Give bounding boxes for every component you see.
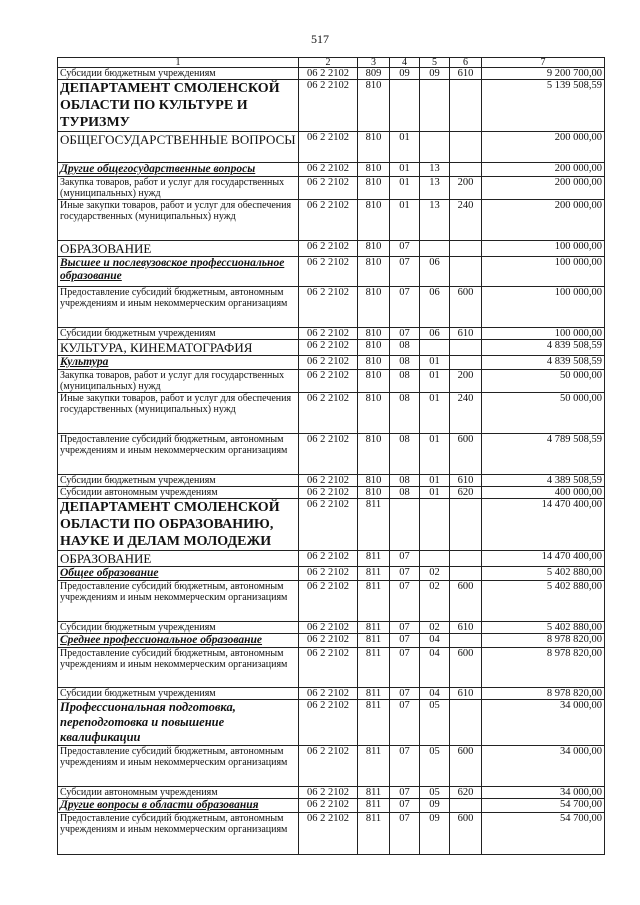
table-row [58,241,605,257]
item-name-cell: КУЛЬТУРА, КИНЕМАТОГРАФИЯ [58,340,299,356]
table-row [58,813,605,855]
amount-cell: 34 000,00 [482,746,605,787]
item-name-cell: Предоставление субсидий бюджетным, автономным учреждениям и иным некоммерческим организациям [58,287,299,328]
ministry-cell: 811 [358,787,390,799]
ministry-cell: 810 [358,487,390,499]
amount-cell: 5 139 508,59 [482,80,605,132]
expense-type-cell: 610 [450,328,482,340]
amount-cell: 4 389 508,59 [482,475,605,487]
subsection-cell [420,499,450,551]
target-article-cell: 06 2 2102 [299,700,358,746]
amount-cell: 14 470 400,00 [482,499,605,551]
ministry-cell: 811 [358,746,390,787]
target-article-cell: 06 2 2102 [299,356,358,370]
subsection-cell: 04 [420,634,450,648]
section-cell: 09 [390,68,420,80]
column-number: 1 [58,58,299,68]
table-row [58,551,605,567]
table-row [58,200,605,241]
column-number: 6 [450,58,482,68]
expense-type-cell [450,340,482,356]
subsection-cell [420,80,450,132]
ministry-cell: 810 [358,200,390,241]
item-name-cell: Субсидии бюджетным учреждениям [58,328,299,340]
page-number: 517 [311,32,329,46]
item-name-cell: Культура [58,356,299,370]
target-article-cell: 06 2 2102 [299,475,358,487]
item-name-cell: Предоставление субсидий бюджетным, автономным учреждениям и иным некоммерческим организациям [58,581,299,622]
target-article-cell: 06 2 2102 [299,813,358,855]
table-row [58,700,605,746]
item-name-cell: ОБРАЗОВАНИЕ [58,241,299,257]
ministry-cell: 810 [358,370,390,393]
budget-table [57,57,605,855]
amount-cell: 4 839 508,59 [482,356,605,370]
expense-type-cell [450,799,482,813]
amount-cell: 54 700,00 [482,799,605,813]
ministry-cell: 810 [358,80,390,132]
expense-type-cell [450,241,482,257]
expense-type-cell: 610 [450,622,482,634]
ministry-cell: 811 [358,648,390,688]
expense-type-cell: 620 [450,487,482,499]
item-name-cell: Субсидии бюджетным учреждениям [58,622,299,634]
table-row [58,328,605,340]
target-article-cell: 06 2 2102 [299,567,358,581]
section-cell: 07 [390,567,420,581]
subsection-cell [420,340,450,356]
amount-cell: 100 000,00 [482,287,605,328]
column-number: 5 [420,58,450,68]
section-cell: 07 [390,688,420,700]
subsection-cell: 09 [420,799,450,813]
item-name-cell: Закупка товаров, работ и услуг для государственных (муниципальных) нужд [58,177,299,200]
ministry-cell: 810 [358,257,390,287]
section-cell: 08 [390,434,420,475]
expense-type-cell [450,163,482,177]
ministry-cell: 810 [358,393,390,434]
ministry-cell: 811 [358,622,390,634]
expense-type-cell: 600 [450,287,482,328]
amount-cell: 8 978 820,00 [482,688,605,700]
expense-type-cell: 200 [450,177,482,200]
amount-cell: 200 000,00 [482,200,605,241]
section-cell [390,80,420,132]
ministry-cell: 810 [358,241,390,257]
subsection-cell: 01 [420,356,450,370]
section-cell: 07 [390,257,420,287]
ministry-cell: 811 [358,499,390,551]
amount-cell: 50 000,00 [482,393,605,434]
amount-cell: 34 000,00 [482,700,605,746]
ministry-cell: 810 [358,340,390,356]
subsection-cell: 06 [420,328,450,340]
table-row [58,370,605,393]
target-article-cell: 06 2 2102 [299,393,358,434]
table-row [58,787,605,799]
target-article-cell: 06 2 2102 [299,370,358,393]
subsection-cell: 02 [420,581,450,622]
ministry-cell: 810 [358,356,390,370]
expense-type-cell [450,634,482,648]
table-row [58,499,605,551]
target-article-cell: 06 2 2102 [299,177,358,200]
target-article-cell: 06 2 2102 [299,80,358,132]
section-cell: 08 [390,356,420,370]
amount-cell: 200 000,00 [482,163,605,177]
section-cell: 07 [390,634,420,648]
table-row [58,80,605,132]
expense-type-cell [450,356,482,370]
table-row [58,622,605,634]
item-name-cell: Иные закупки товаров, работ и услуг для обеспечения государственных (муниципальных) нужд [58,393,299,434]
amount-cell: 4 839 508,59 [482,340,605,356]
amount-cell: 8 978 820,00 [482,634,605,648]
table-row [58,132,605,163]
table-row [58,487,605,499]
target-article-cell: 06 2 2102 [299,257,358,287]
table-row [58,68,605,80]
item-name-cell: Предоставление субсидий бюджетным, автономным учреждениям и иным некоммерческим организациям [58,434,299,475]
amount-cell: 100 000,00 [482,241,605,257]
target-article-cell: 06 2 2102 [299,648,358,688]
section-cell [390,499,420,551]
column-number-row [58,58,605,68]
item-name-cell: Предоставление субсидий бюджетным, автономным учреждениям и иным некоммерческим организациям [58,746,299,787]
expense-type-cell [450,499,482,551]
ministry-cell: 810 [358,475,390,487]
ministry-cell: 811 [358,581,390,622]
section-cell: 01 [390,163,420,177]
expense-type-cell [450,132,482,163]
column-number: 2 [299,58,358,68]
amount-cell: 400 000,00 [482,487,605,499]
target-article-cell: 06 2 2102 [299,163,358,177]
expense-type-cell [450,700,482,746]
item-name-cell: ДЕПАРТАМЕНТ СМОЛЕНСКОЙ ОБЛАСТИ ПО КУЛЬТУРЕ И ТУРИЗМУ [58,80,299,132]
table-row [58,287,605,328]
ministry-cell: 810 [358,163,390,177]
ministry-cell: 811 [358,700,390,746]
expense-type-cell [450,257,482,287]
table-row [58,746,605,787]
expense-type-cell: 600 [450,434,482,475]
section-cell: 07 [390,551,420,567]
expense-type-cell: 200 [450,370,482,393]
section-cell: 07 [390,328,420,340]
section-cell: 07 [390,648,420,688]
expense-type-cell: 600 [450,648,482,688]
amount-cell: 200 000,00 [482,132,605,163]
ministry-cell: 810 [358,434,390,475]
table-row [58,567,605,581]
target-article-cell: 06 2 2102 [299,340,358,356]
table-row [58,581,605,622]
column-number: 7 [482,58,605,68]
subsection-cell: 13 [420,200,450,241]
section-cell: 07 [390,813,420,855]
ministry-cell: 811 [358,634,390,648]
subsection-cell: 02 [420,567,450,581]
item-name-cell: Субсидии автономным учреждениям [58,787,299,799]
item-name-cell: Предоставление субсидий бюджетным, автономным учреждениям и иным некоммерческим организациям [58,648,299,688]
section-cell: 07 [390,241,420,257]
amount-cell: 34 000,00 [482,787,605,799]
subsection-cell: 01 [420,487,450,499]
item-name-cell: Другие вопросы в области образования [58,799,299,813]
item-name-cell: Высшее и послевузовское профессиональное образование [58,257,299,287]
ministry-cell: 810 [358,177,390,200]
amount-cell: 100 000,00 [482,257,605,287]
amount-cell: 50 000,00 [482,370,605,393]
table-row [58,340,605,356]
amount-cell: 5 402 880,00 [482,567,605,581]
table-row [58,634,605,648]
subsection-cell: 04 [420,648,450,688]
amount-cell: 4 789 508,59 [482,434,605,475]
table-row [58,799,605,813]
expense-type-cell: 600 [450,581,482,622]
section-cell: 07 [390,746,420,787]
item-name-cell: Другие общегосударственные вопросы [58,163,299,177]
target-article-cell: 06 2 2102 [299,200,358,241]
subsection-cell: 09 [420,68,450,80]
table-row [58,648,605,688]
section-cell: 01 [390,200,420,241]
ministry-cell: 811 [358,799,390,813]
subsection-cell: 09 [420,813,450,855]
item-name-cell: Субсидии автономным учреждениям [58,487,299,499]
target-article-cell: 06 2 2102 [299,132,358,163]
ministry-cell: 811 [358,567,390,581]
expense-type-cell: 610 [450,68,482,80]
target-article-cell: 06 2 2102 [299,688,358,700]
target-article-cell: 06 2 2102 [299,241,358,257]
section-cell: 08 [390,340,420,356]
section-cell: 01 [390,132,420,163]
expense-type-cell [450,567,482,581]
ministry-cell: 810 [358,132,390,163]
item-name-cell: Субсидии бюджетным учреждениям [58,475,299,487]
target-article-cell: 06 2 2102 [299,434,358,475]
subsection-cell: 02 [420,622,450,634]
item-name-cell: ОБЩЕГОСУДАРСТВЕННЫЕ ВОПРОСЫ [58,132,299,163]
subsection-cell: 06 [420,287,450,328]
section-cell: 07 [390,787,420,799]
subsection-cell: 05 [420,700,450,746]
subsection-cell: 01 [420,434,450,475]
expense-type-cell: 600 [450,813,482,855]
section-cell: 07 [390,799,420,813]
table-row [58,163,605,177]
target-article-cell: 06 2 2102 [299,499,358,551]
expense-type-cell: 610 [450,475,482,487]
section-cell: 08 [390,370,420,393]
amount-cell: 5 402 880,00 [482,581,605,622]
item-name-cell: Закупка товаров, работ и услуг для государственных (муниципальных) нужд [58,370,299,393]
expense-type-cell: 610 [450,688,482,700]
item-name-cell: ДЕПАРТАМЕНТ СМОЛЕНСКОЙ ОБЛАСТИ ПО ОБРАЗОВАНИЮ, НАУКЕ И ДЕЛАМ МОЛОДЕЖИ [58,499,299,551]
amount-cell: 8 978 820,00 [482,648,605,688]
target-article-cell: 06 2 2102 [299,551,358,567]
target-article-cell: 06 2 2102 [299,787,358,799]
subsection-cell [420,551,450,567]
item-name-cell: Среднее профессиональное образование [58,634,299,648]
ministry-cell: 811 [358,813,390,855]
section-cell: 01 [390,177,420,200]
subsection-cell: 01 [420,475,450,487]
ministry-cell: 811 [358,688,390,700]
amount-cell: 14 470 400,00 [482,551,605,567]
section-cell: 08 [390,393,420,434]
subsection-cell: 06 [420,257,450,287]
subsection-cell: 05 [420,787,450,799]
section-cell: 07 [390,287,420,328]
item-name-cell: Субсидии бюджетным учреждениям [58,688,299,700]
column-number: 3 [358,58,390,68]
table-row [58,356,605,370]
amount-cell: 9 200 700,00 [482,68,605,80]
target-article-cell: 06 2 2102 [299,746,358,787]
table-row [58,393,605,434]
expense-type-cell: 600 [450,746,482,787]
ministry-cell: 811 [358,551,390,567]
ministry-cell: 810 [358,287,390,328]
expense-type-cell: 240 [450,393,482,434]
subsection-cell: 13 [420,177,450,200]
subsection-cell [420,241,450,257]
item-name-cell: Иные закупки товаров, работ и услуг для обеспечения государственных (муниципальных) нужд [58,200,299,241]
target-article-cell: 06 2 2102 [299,799,358,813]
table-row [58,475,605,487]
item-name-cell: Субсидии бюджетным учреждениям [58,68,299,80]
item-name-cell: Профессиональная подготовка, переподготовка и повышение квалификации [58,700,299,746]
section-cell: 07 [390,622,420,634]
table-row [58,688,605,700]
target-article-cell: 06 2 2102 [299,287,358,328]
target-article-cell: 06 2 2102 [299,581,358,622]
item-name-cell: Предоставление субсидий бюджетным, автономным учреждениям и иным некоммерческим организациям [58,813,299,855]
expense-type-cell: 240 [450,200,482,241]
target-article-cell: 06 2 2102 [299,634,358,648]
amount-cell: 200 000,00 [482,177,605,200]
subsection-cell: 01 [420,370,450,393]
expense-type-cell: 620 [450,787,482,799]
target-article-cell: 06 2 2102 [299,328,358,340]
subsection-cell: 04 [420,688,450,700]
amount-cell: 5 402 880,00 [482,622,605,634]
ministry-cell: 810 [358,328,390,340]
amount-cell: 54 700,00 [482,813,605,855]
table-row [58,434,605,475]
expense-type-cell [450,80,482,132]
subsection-cell: 13 [420,163,450,177]
amount-cell: 100 000,00 [482,328,605,340]
target-article-cell: 06 2 2102 [299,68,358,80]
section-cell: 07 [390,700,420,746]
item-name-cell: Общее образование [58,567,299,581]
section-cell: 07 [390,581,420,622]
expense-type-cell [450,551,482,567]
table-row [58,177,605,200]
subsection-cell [420,132,450,163]
target-article-cell: 06 2 2102 [299,487,358,499]
ministry-cell: 809 [358,68,390,80]
subsection-cell: 01 [420,393,450,434]
subsection-cell: 05 [420,746,450,787]
target-article-cell: 06 2 2102 [299,622,358,634]
section-cell: 08 [390,487,420,499]
item-name-cell: ОБРАЗОВАНИЕ [58,551,299,567]
column-number: 4 [390,58,420,68]
section-cell: 08 [390,475,420,487]
table-row [58,257,605,287]
